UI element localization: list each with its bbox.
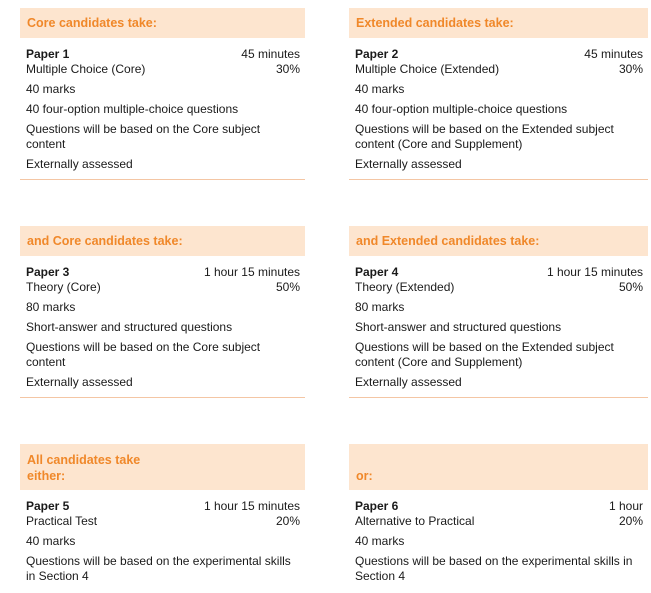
paper-weight: 50% — [275, 280, 300, 294]
assessment-line: Externally assessed — [355, 375, 462, 389]
paper-name: Paper 2 — [355, 47, 399, 61]
paper-duration: 1 hour 15 minutes — [203, 499, 300, 513]
core-paper-3-block — [20, 226, 305, 398]
alternative-paper-6-block — [349, 444, 648, 584]
paper-duration: 1 hour 15 minutes — [546, 265, 643, 279]
paper-duration: 45 minutes — [584, 47, 643, 61]
question-format-line: 40 four-option multiple-choice questions — [26, 102, 239, 116]
block-body — [20, 256, 305, 398]
paper-type: Theory (Extended) — [355, 280, 455, 294]
question-format-line: Short-answer and structured questions — [355, 320, 562, 334]
block-body — [20, 490, 305, 584]
extended-paper-4-block — [349, 226, 648, 398]
paper-name: Paper 4 — [355, 265, 399, 279]
paper-type: Practical Test — [26, 514, 98, 528]
marks-line: 80 marks — [355, 300, 405, 314]
paper-weight: 50% — [618, 280, 643, 294]
block-header: and Core candidates take: — [20, 226, 305, 256]
paper-weight: 30% — [275, 62, 300, 76]
content-line: Questions will be based on the Extended subject content (Core and Supplement) — [355, 340, 614, 369]
content-line: Questions will be based on the Core subject content — [26, 122, 261, 151]
paper-weight: 20% — [275, 514, 300, 528]
marks-line: 40 marks — [355, 82, 405, 96]
assessment-line: Externally assessed — [26, 375, 133, 389]
question-format-line: 40 four-option multiple-choice questions — [355, 102, 568, 116]
block-body — [349, 38, 648, 180]
paper-name: Paper 5 — [26, 499, 70, 513]
block-header: All candidates take either: — [20, 444, 305, 490]
paper-duration: 45 minutes — [241, 47, 300, 61]
assessment-line: Externally assessed — [26, 157, 133, 171]
question-format-line: Short-answer and structured questions — [26, 320, 233, 334]
block-header: Core candidates take: — [20, 8, 305, 38]
paper-type: Theory (Core) — [26, 280, 101, 294]
paper-weight: 30% — [618, 62, 643, 76]
core-paper-1-block — [20, 8, 305, 180]
paper-name: Paper 1 — [26, 47, 70, 61]
marks-line: 40 marks — [355, 534, 405, 548]
block-header: Extended candidates take: — [349, 8, 648, 38]
practical-paper-5-block — [20, 444, 305, 584]
paper-type: Alternative to Practical — [355, 514, 475, 528]
extended-paper-2-block — [349, 8, 648, 180]
content-line: Questions will be based on the Extended subject content (Core and Supplement) — [355, 122, 614, 151]
block-header: and Extended candidates take: — [349, 226, 648, 256]
content-line: Questions will be based on the Core subject content — [26, 340, 261, 369]
paper-weight: 20% — [618, 514, 643, 528]
paper-name: Paper 6 — [355, 499, 399, 513]
marks-line: 40 marks — [26, 534, 76, 548]
marks-line: 80 marks — [26, 300, 76, 314]
paper-duration: 1 hour 15 minutes — [203, 265, 300, 279]
block-body — [20, 38, 305, 180]
paper-type: Multiple Choice (Extended) — [355, 62, 500, 76]
block-body — [349, 490, 648, 584]
paper-type: Multiple Choice (Core) — [26, 62, 146, 76]
content-line: Questions will be based on the experimental skills in Section 4 — [355, 554, 633, 583]
paper-duration: 1 hour — [608, 499, 643, 513]
marks-line: 40 marks — [26, 82, 76, 96]
assessment-line: Externally assessed — [355, 157, 462, 171]
block-header: or: — [349, 444, 648, 490]
content-line: Questions will be based on the experimental skills in Section 4 — [26, 554, 291, 583]
block-body — [349, 256, 648, 398]
paper-name: Paper 3 — [26, 265, 70, 279]
